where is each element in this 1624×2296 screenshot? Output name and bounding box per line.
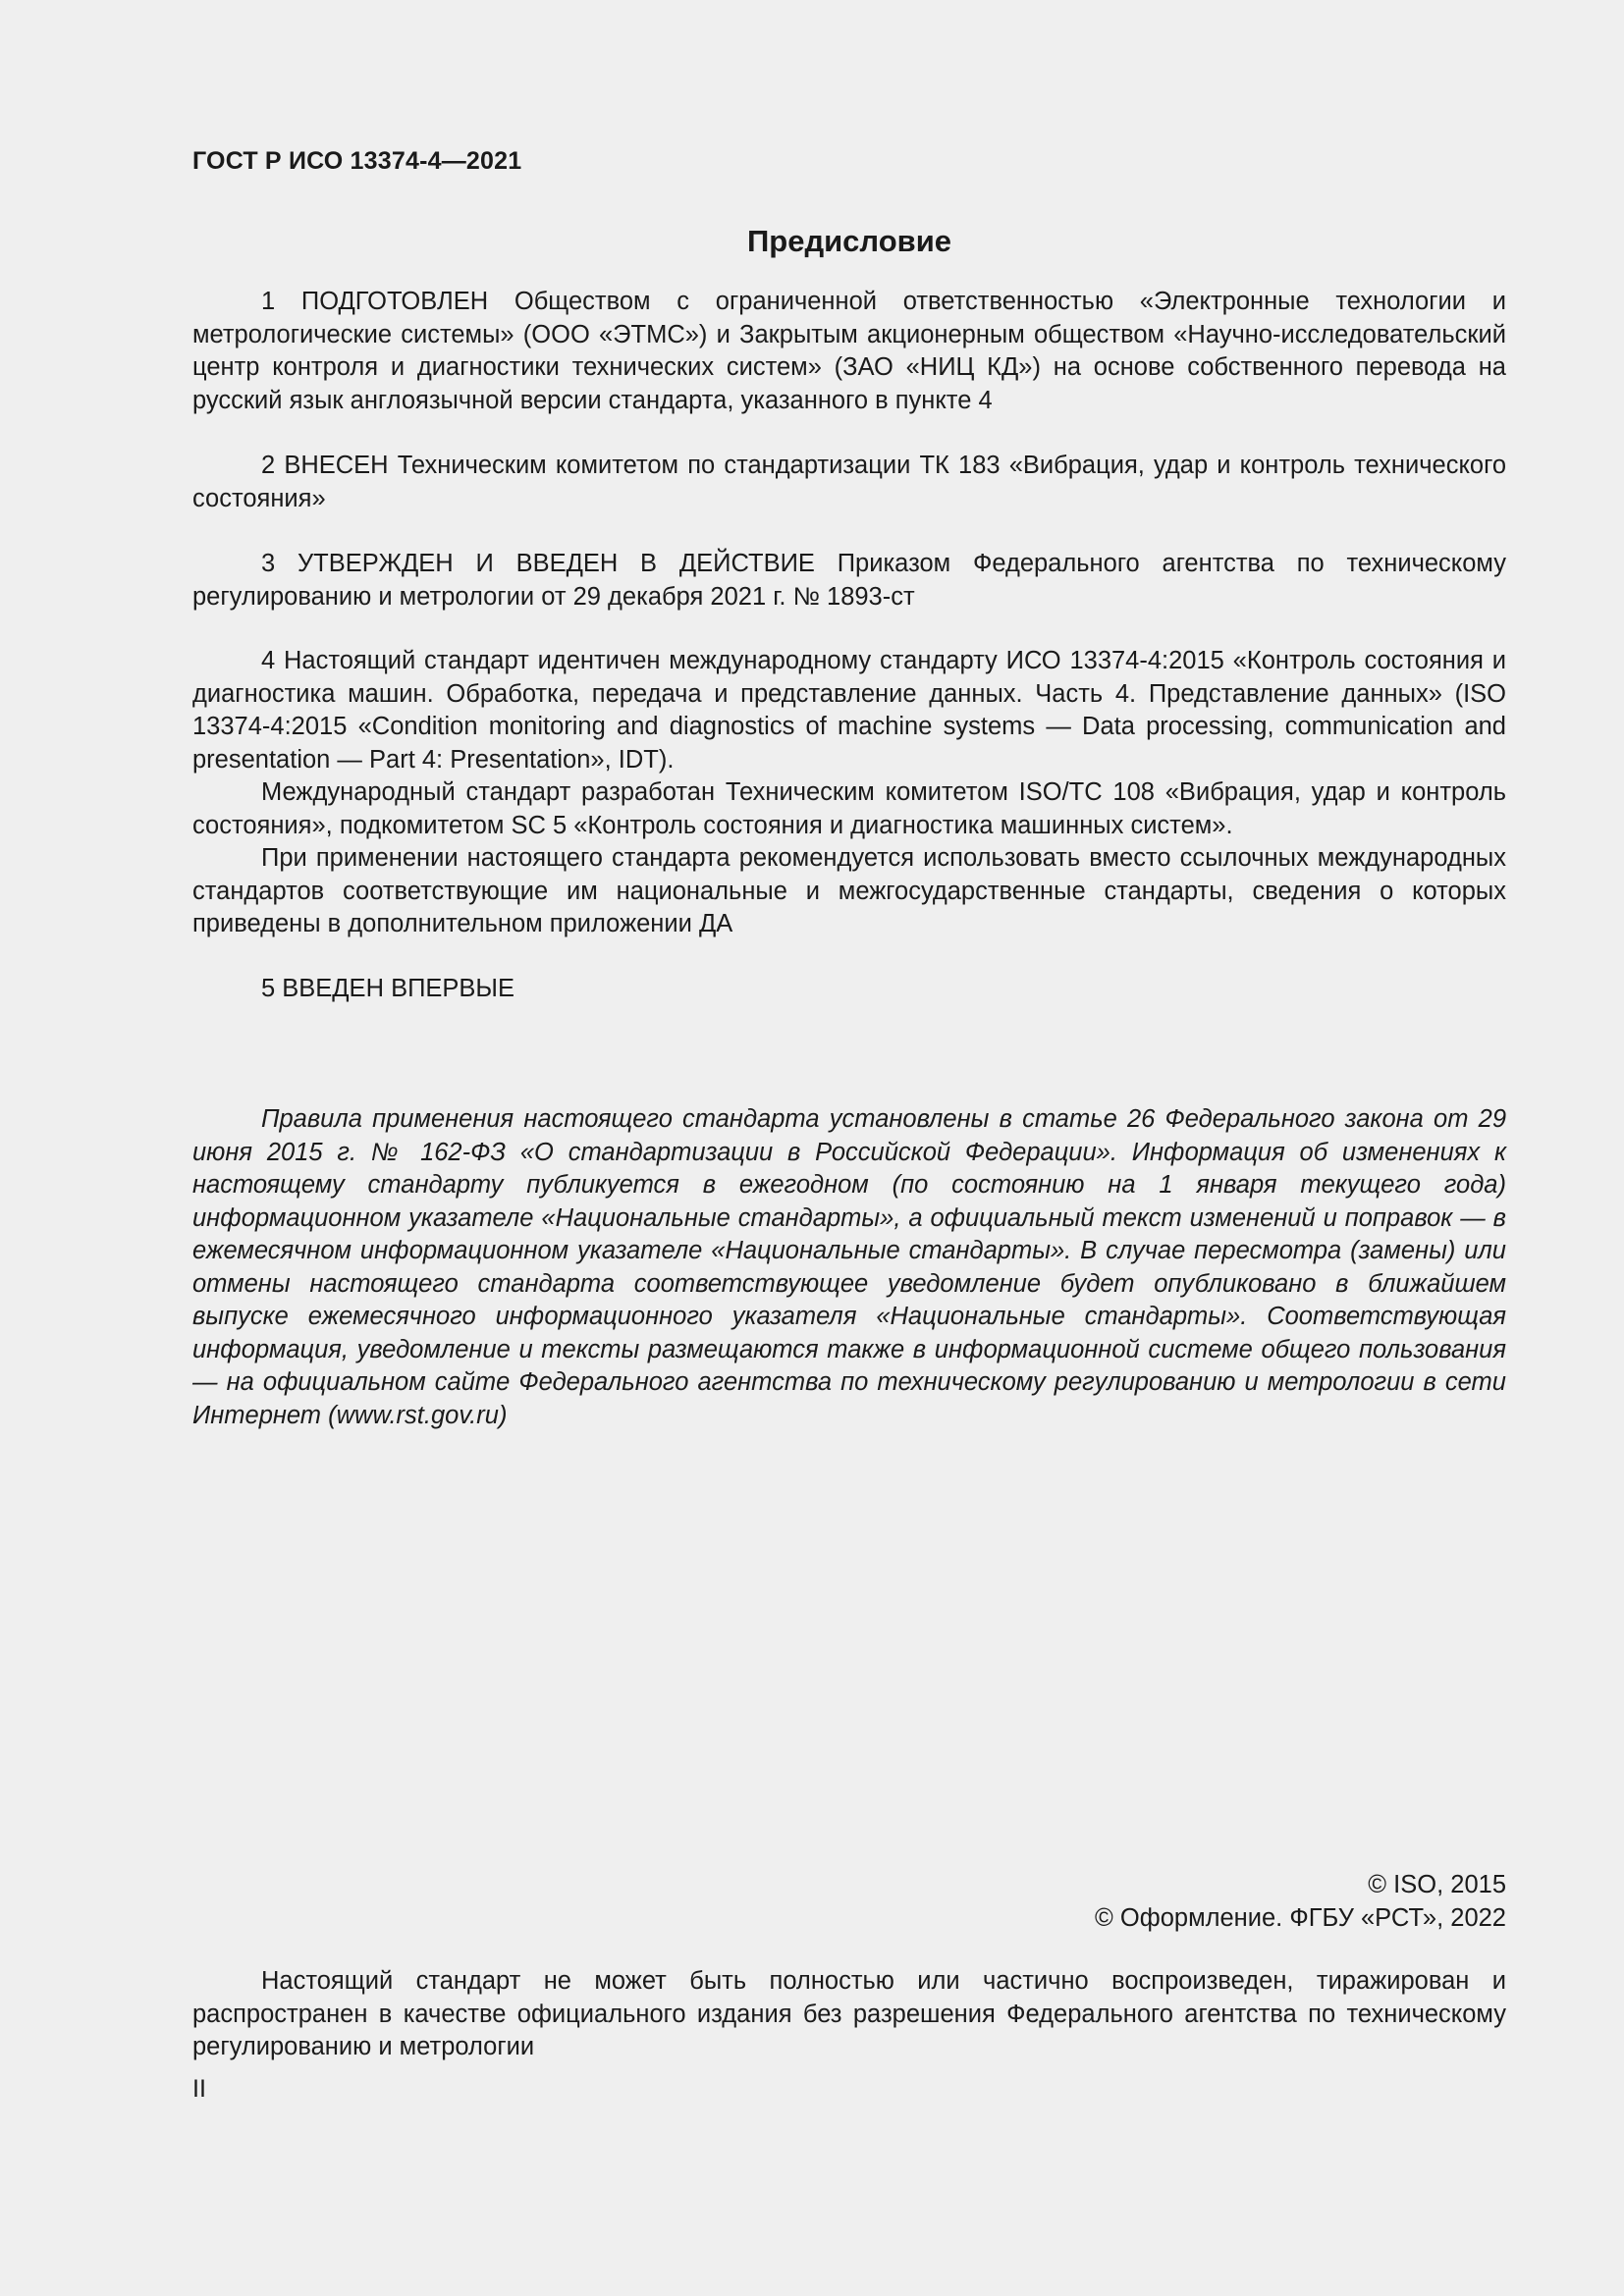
page-title: Предисловие bbox=[746, 224, 951, 258]
section-5 bbox=[192, 973, 1506, 1006]
notice-text: Правила применения настоящего стандарта установлены в статье 26 Федерального закона от 29 июня 2015 г. № 162-ФЗ «О стандартизации в Российской Федерации». Информация об изменениях к настоящему стандарту публикуется в ежегодном (по состоянию на 1 января текущего года) информационном указателе «Национальные стандарты», а официальный текст изменений и поправок — в ежемесячном информационном указателе «Национальные стандарты». В случае пересмотра (замены) или отмены настоящего стандарта соответствующее уведомление будет опубликовано в ближайшем выпуске ежемесячного информационного указателя «Национальные стандарты». Соответствующая информация, уведомление и тексты размещаются также в информационной системе общего пользования — на официальном сайте Федерального агентства по техническому регулированию и метрологии в сети Интернет (www.rst.gov.ru) bbox=[192, 1105, 1506, 1429]
copyright-block bbox=[1095, 1868, 1506, 1935]
copyright-iso: © ISO, 2015 bbox=[1368, 1871, 1506, 1898]
copyright-rst: © Оформление. ФГБУ «РСТ», 2022 bbox=[1095, 1904, 1506, 1932]
standard-header: ГОСТ Р ИСО 13374-4—2021 bbox=[192, 147, 522, 175]
document-page bbox=[192, 0, 1506, 2296]
section-1 bbox=[192, 286, 1506, 417]
section-4-paragraph-3: При применении настоящего стандарта рекомендуется использовать вместо ссылочных международных стандартов соответствующие им национальные и межгосударственные стандарты, сведения о которых приведены в дополнительном приложении ДА bbox=[192, 844, 1506, 937]
section-3-text: 3 УТВЕРЖДЕН И ВВЕДЕН В ДЕЙСТВИЕ Приказом Федерального агентства по техническому регулированию и метрологии от 29 декабря 2021 г. № 1893-ст bbox=[192, 550, 1506, 611]
section-1-text: 1 ПОДГОТОВЛЕН Обществом с ограниченной ответственностью «Электронные технологии и метрологические системы» (ООО «ЭТМС») и Закрытым акционерным обществом «Научно-исследовательский центр контроля и диагностики технических систем» (ЗАО «НИЦ КД») на основе собственного перевода на русский язык англоязычной версии стандарта, указанного в пункте 4 bbox=[192, 288, 1506, 414]
section-4 bbox=[192, 645, 1506, 941]
section-4-paragraph-2: Международный стандарт разработан Техническим комитетом ISO/TC 108 «Вибрация, удар и контроль состояния», подкомитетом SC 5 «Контроль состояния и диагностика машинных систем». bbox=[192, 778, 1506, 839]
section-2-text: 2 ВНЕСЕН Техническим комитетом по стандартизации ТК 183 «Вибрация, удар и контроль технического состояния» bbox=[192, 452, 1506, 512]
reproduction-text: Настоящий стандарт не может быть полностью или частично воспроизведен, тиражирован и распространен в качестве официального издания без разрешения Федерального агентства по техническому регулированию и метрологии bbox=[192, 1967, 1506, 2060]
reproduction-notice bbox=[192, 1965, 1506, 2064]
application-rules-notice bbox=[192, 1103, 1506, 1432]
section-5-text: 5 ВВЕДЕН ВПЕРВЫЕ bbox=[261, 975, 515, 1002]
section-3 bbox=[192, 548, 1506, 614]
section-2 bbox=[192, 450, 1506, 515]
page-number: II bbox=[192, 2075, 206, 2103]
section-4-paragraph-1: 4 Настоящий стандарт идентичен международному стандарту ИСО 13374-4:2015 «Контроль состояния и диагностика машин. Обработка, передача и представление данных. Часть 4. Представление данных» (ISO 13374-4:2015 «Condition monitoring and diagnostics of machine systems — Data processing, communication and presentation — Part 4: Presentation», IDT). bbox=[192, 647, 1506, 774]
